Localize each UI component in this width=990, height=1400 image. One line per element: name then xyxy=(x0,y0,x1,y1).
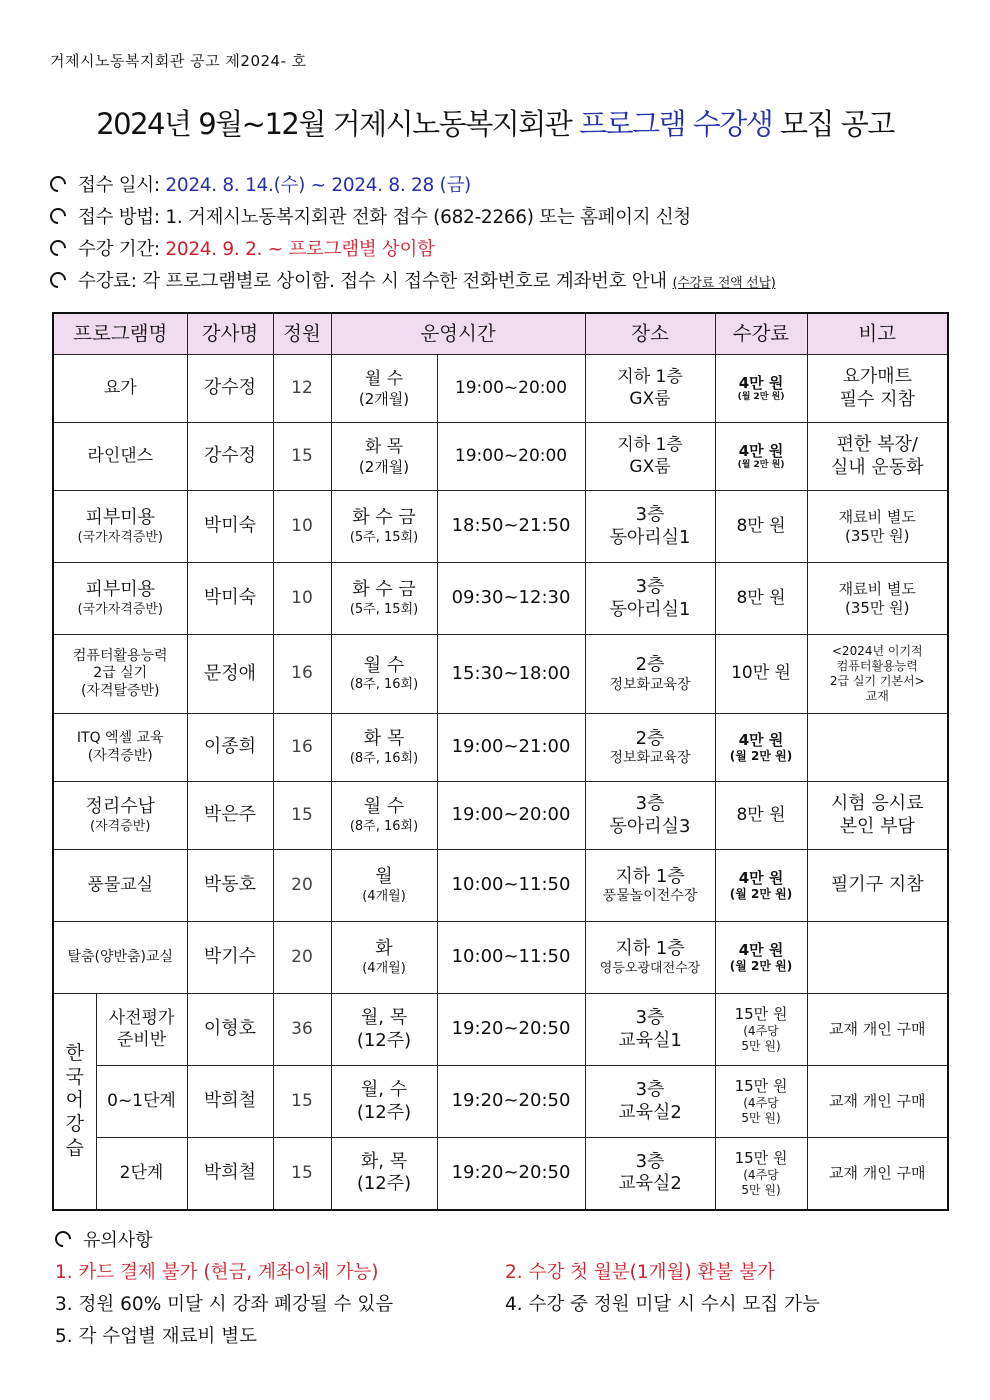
time: 19:00~20:00 xyxy=(437,782,585,850)
fee-cell xyxy=(715,355,807,423)
time: 10:00~11:50 xyxy=(437,850,585,922)
note-line: 실내 운동화 xyxy=(830,456,924,478)
note-line: 본인 부담 xyxy=(839,815,915,837)
note-line: 교재 개인 구매 xyxy=(807,1066,948,1138)
fee: 15만 원 xyxy=(734,1077,788,1096)
header-instructor: 강사명 xyxy=(187,313,273,355)
days: 월 수 xyxy=(364,368,404,389)
program-name: 피부미용 xyxy=(85,579,156,601)
note-cell xyxy=(807,491,948,563)
days: 월, 목 xyxy=(360,1007,408,1028)
fee: 8만 원 xyxy=(715,782,807,850)
fee-text: 수강료: 각 프로그램별로 상이함. 접수 시 접수한 전화번호로 계좌번호 안내 xyxy=(78,271,673,292)
days-cell xyxy=(331,1138,437,1210)
fee-sub: (월 2만 원) xyxy=(737,460,785,471)
header-note: 비고 xyxy=(807,313,948,355)
note-item: 4. 수강 중 정원 미달 시 수시 모집 가능 xyxy=(505,1294,820,1315)
instructor: 박미숙 xyxy=(187,491,273,563)
place-cell xyxy=(585,355,715,423)
instructor: 박미숙 xyxy=(187,563,273,635)
program-name-cell xyxy=(53,635,187,714)
days: 화 수 금 xyxy=(352,507,416,529)
program-name-sub: 준비반 xyxy=(116,1029,167,1050)
days-cell xyxy=(331,1066,437,1138)
note-line: 필수 지참 xyxy=(839,388,915,410)
fee-sub: 5만 원) xyxy=(741,1110,781,1125)
place-room: GX룸 xyxy=(629,388,671,409)
table-row xyxy=(53,782,948,850)
place-cell xyxy=(585,850,715,922)
days-cell xyxy=(331,922,437,994)
notice-number: 거제시노동복지회관 공고 제2024- 호 xyxy=(50,52,307,70)
fee: 4만 원 xyxy=(738,373,784,392)
note-cell xyxy=(807,782,948,850)
korean-char: 국 xyxy=(65,1065,84,1088)
time: 15:30~18:00 xyxy=(437,635,585,714)
place-floor: 지하 1층 xyxy=(617,435,683,456)
place-room: 교육실2 xyxy=(618,1173,682,1195)
program-name: 라인댄스 xyxy=(53,423,187,491)
time: 19:20~20:50 xyxy=(437,1138,585,1210)
days: 월 수 xyxy=(363,796,405,818)
place-room: 교육실1 xyxy=(618,1029,682,1051)
instructor: 이형호 xyxy=(187,994,273,1066)
note-cell xyxy=(807,635,948,714)
table-row xyxy=(53,563,948,635)
place-floor: 3층 xyxy=(635,504,665,525)
program-name-cell xyxy=(53,782,187,850)
place-cell xyxy=(585,922,715,994)
note-cell xyxy=(807,563,948,635)
instructor: 박희철 xyxy=(187,1138,273,1210)
place-room: 정보화교육장 xyxy=(609,750,691,766)
days: 화 xyxy=(375,938,393,960)
place-floor: 3층 xyxy=(635,576,665,597)
capacity: 15 xyxy=(273,1066,331,1138)
capacity: 15 xyxy=(273,782,331,850)
fee-sub: 5만 원) xyxy=(741,1182,781,1197)
bullet-icon xyxy=(47,205,70,228)
place-cell xyxy=(585,635,715,714)
days-cell xyxy=(331,782,437,850)
korean-char: 어 xyxy=(65,1089,84,1112)
fee: 15만 원 xyxy=(734,1005,788,1024)
note-line: 필기구 지참 xyxy=(807,850,948,922)
notes-heading xyxy=(55,1225,955,1257)
note-line: 2급 실기 기본서> xyxy=(829,674,925,688)
fee: 4만 원 xyxy=(738,441,784,460)
place-cell xyxy=(585,994,715,1066)
fee: 10만 원 xyxy=(715,635,807,714)
time: 19:00~20:00 xyxy=(437,423,585,491)
place-room: 동아리실1 xyxy=(609,526,691,548)
note-item: 1. 카드 결제 불가 (현금, 계좌이체 가능) xyxy=(55,1262,379,1283)
bullet-icon xyxy=(47,237,70,260)
days: 월 수 xyxy=(363,654,405,676)
fee-sub: (4주당 xyxy=(743,1095,779,1110)
program-name: 풍물교실 xyxy=(53,850,187,922)
days: 화 목 xyxy=(363,728,405,750)
note-row xyxy=(55,1257,955,1289)
table-row xyxy=(53,714,948,782)
place-room: 풍물놀이전수장 xyxy=(602,888,698,904)
program-name-sub: (자격증반) xyxy=(90,818,151,834)
reception-method-line xyxy=(50,202,950,234)
program-name-sub: (자격증반) xyxy=(87,747,153,764)
period: (12주) xyxy=(356,1173,412,1195)
program-name: 사전평가 xyxy=(108,1008,175,1029)
note-line: 편한 복장/ xyxy=(836,434,918,455)
fee: 8만 원 xyxy=(715,491,807,563)
period: (5주, 15회) xyxy=(349,601,419,617)
note-line: 요가매트 xyxy=(842,366,913,387)
korean-char: 한 xyxy=(65,1041,84,1064)
place-room: 영등오광대전수장 xyxy=(599,960,701,976)
program-name-sub: 2급 실기 xyxy=(93,665,148,682)
place-floor: 지하 1층 xyxy=(617,367,683,388)
instructor: 박희철 xyxy=(187,1066,273,1138)
note-line: <2024년 이기적 xyxy=(831,644,923,658)
period: (2개월) xyxy=(358,389,410,408)
table-row xyxy=(53,423,948,491)
fee: 15만 원 xyxy=(734,1148,788,1167)
program-name-sub: (국가자격증반) xyxy=(77,529,163,545)
note-line: 컴퓨터활용능력 xyxy=(836,659,918,673)
fee-sub: (4주당 xyxy=(743,1023,779,1038)
korean-group-label xyxy=(53,994,96,1210)
fee-cell xyxy=(715,922,807,994)
days-cell xyxy=(331,714,437,782)
note-row xyxy=(55,1321,955,1353)
place-cell xyxy=(585,563,715,635)
table-row xyxy=(53,635,948,714)
place-cell xyxy=(585,782,715,850)
place-cell xyxy=(585,423,715,491)
note-line: 교재 개인 구매 xyxy=(807,994,948,1066)
note-cell xyxy=(807,714,948,782)
place-cell xyxy=(585,491,715,563)
korean-char: 강 xyxy=(65,1113,84,1136)
bullet-icon xyxy=(47,173,70,196)
place-room: 동아리실3 xyxy=(609,815,691,837)
note-line: 교재 개인 구매 xyxy=(807,1138,948,1210)
header-time: 운영시간 xyxy=(331,313,585,355)
fee-sub: (월 2만 원) xyxy=(729,887,793,902)
capacity: 10 xyxy=(273,491,331,563)
period: (5주, 15회) xyxy=(349,529,419,545)
place-floor: 3층 xyxy=(635,1150,665,1172)
fee: 4만 원 xyxy=(738,940,784,959)
fee-cell xyxy=(715,1138,807,1210)
table-row xyxy=(53,491,948,563)
instructor: 박은주 xyxy=(187,782,273,850)
period: (12주) xyxy=(356,1101,412,1123)
header-program: 프로그램명 xyxy=(53,313,187,355)
fee: 8만 원 xyxy=(715,563,807,635)
time: 19:20~20:50 xyxy=(437,1066,585,1138)
instructor: 박동호 xyxy=(187,850,273,922)
fee-cell xyxy=(715,994,807,1066)
instructor: 이종희 xyxy=(187,714,273,782)
note-cell xyxy=(807,922,948,994)
reception-date-value: 2024. 8. 14.(수) ~ 2024. 8. 28 (금) xyxy=(165,175,471,196)
capacity: 20 xyxy=(273,922,331,994)
table-header-row xyxy=(53,313,948,355)
table-row xyxy=(53,1138,948,1210)
note-line: (35만 원) xyxy=(844,598,910,617)
reception-method: 접수 방법: 1. 거제시노동복지회관 전화 접수 (682-2266) 또는 홈페이지 신청 xyxy=(78,207,691,228)
note-line: 시험 응시료 xyxy=(830,793,924,814)
table-row xyxy=(53,1066,948,1138)
fee: 4만 원 xyxy=(738,730,784,749)
program-name: 정리수납 xyxy=(85,796,156,818)
bullet-icon xyxy=(47,269,70,292)
place-floor: 2층 xyxy=(635,654,665,675)
note-line: (35만 원) xyxy=(844,526,910,545)
note-item: 2. 수강 첫 월분(1개월) 환불 불가 xyxy=(505,1262,775,1283)
fee-sub: (월 2만 원) xyxy=(729,959,793,974)
fee-sub: (월 2만 원) xyxy=(737,392,785,403)
course-period-label: 수강 기간: xyxy=(78,239,166,260)
place-room: 정보화교육장 xyxy=(609,676,691,693)
days-cell xyxy=(331,491,437,563)
course-period-line xyxy=(50,234,950,266)
table-row xyxy=(53,850,948,922)
program-name-cell xyxy=(53,714,187,782)
program-name-sub: (자격탈증반) xyxy=(80,682,160,699)
program-name: 0~1단계 xyxy=(96,1066,187,1138)
note-cell xyxy=(807,423,948,491)
days: 화, 목 xyxy=(360,1150,408,1172)
time: 19:20~20:50 xyxy=(437,994,585,1066)
place-floor: 3층 xyxy=(635,1007,665,1028)
place-cell xyxy=(585,1138,715,1210)
fee-cell xyxy=(715,423,807,491)
time: 19:00~20:00 xyxy=(437,355,585,423)
program-name-cell xyxy=(53,491,187,563)
reception-date-line xyxy=(50,170,950,202)
instructor: 강수정 xyxy=(187,355,273,423)
capacity: 15 xyxy=(273,423,331,491)
program-name-sub: (국가자격증반) xyxy=(77,601,163,617)
header-fee: 수강료 xyxy=(715,313,807,355)
instructor: 문정애 xyxy=(187,635,273,714)
capacity: 12 xyxy=(273,355,331,423)
capacity: 20 xyxy=(273,850,331,922)
capacity: 16 xyxy=(273,714,331,782)
title-part2: 모집 공고 xyxy=(772,107,894,141)
program-name-cell xyxy=(53,563,187,635)
days: 월 xyxy=(375,866,393,888)
place-room: GX룸 xyxy=(629,456,671,477)
fee-sub: 5만 원) xyxy=(741,1038,781,1053)
notes-section xyxy=(55,1225,955,1353)
fee-line xyxy=(50,266,950,298)
capacity: 15 xyxy=(273,1138,331,1210)
period: (8주, 16회) xyxy=(349,818,419,834)
days-cell xyxy=(331,635,437,714)
days-cell xyxy=(331,563,437,635)
place-floor: 2층 xyxy=(635,727,665,749)
time: 18:50~21:50 xyxy=(437,491,585,563)
time: 19:00~21:00 xyxy=(437,714,585,782)
days: 화 수 금 xyxy=(352,579,416,601)
period: (2개월) xyxy=(358,457,410,476)
days: 월, 수 xyxy=(360,1079,408,1100)
bullet-icon xyxy=(52,1228,75,1251)
program-name: 피부미용 xyxy=(85,507,156,529)
table-row xyxy=(53,994,948,1066)
table-row xyxy=(53,355,948,423)
program-name: 2단계 xyxy=(96,1138,187,1210)
reception-date-label: 접수 일시: xyxy=(78,175,166,196)
place-cell xyxy=(585,714,715,782)
period: (4개월) xyxy=(362,960,406,976)
days-cell xyxy=(331,355,437,423)
period: (12주) xyxy=(356,1029,412,1051)
note-item: 5. 각 수업별 재료비 별도 xyxy=(55,1326,258,1347)
place-floor: 3층 xyxy=(635,1079,665,1100)
fee: 4만 원 xyxy=(738,868,784,887)
period: (4개월) xyxy=(362,888,406,904)
header-capacity: 정원 xyxy=(273,313,331,355)
table-row xyxy=(53,922,948,994)
title-highlight: 프로그램 수강생 xyxy=(578,107,773,141)
place-room: 동아리실1 xyxy=(609,598,691,620)
fee-cell xyxy=(715,714,807,782)
note-cell xyxy=(807,355,948,423)
note-line: 재료비 별도 xyxy=(838,579,916,598)
place-floor: 지하 1층 xyxy=(615,938,685,960)
fee-sub: (월 2만 원) xyxy=(729,749,793,764)
notes-heading-text: 유의사항 xyxy=(83,1230,153,1251)
program-name: 컴퓨터활용능력 xyxy=(72,647,168,664)
title-part1: 2024년 9월~12월 거제시노동복지회관 xyxy=(96,107,579,141)
fee-sub: (4주당 xyxy=(743,1167,779,1182)
note-item: 3. 정원 60% 미달 시 강좌 폐강될 수 있음 xyxy=(55,1294,394,1315)
instructor: 강수정 xyxy=(187,423,273,491)
place-floor: 지하 1층 xyxy=(615,865,685,887)
course-period-value: 2024. 9. 2. ~ 프로그램별 상이함 xyxy=(165,239,435,260)
capacity: 16 xyxy=(273,635,331,714)
time: 09:30~12:30 xyxy=(437,563,585,635)
place-floor: 3층 xyxy=(635,793,665,814)
program-name: 요가 xyxy=(53,355,187,423)
info-section xyxy=(50,170,950,298)
period: (8주, 16회) xyxy=(349,677,419,693)
days-cell xyxy=(331,850,437,922)
note-row xyxy=(55,1289,955,1321)
capacity: 10 xyxy=(273,563,331,635)
fee-cell xyxy=(715,850,807,922)
place-room: 교육실2 xyxy=(618,1101,682,1123)
program-name-cell xyxy=(96,994,187,1066)
note-line: 재료비 별도 xyxy=(838,507,916,526)
program-name: ITQ 엑셀 교육 xyxy=(76,730,164,746)
days: 화 목 xyxy=(364,436,404,457)
fee-note: (수강료 전액 선납) xyxy=(672,276,776,291)
program-table xyxy=(52,312,949,1211)
capacity: 36 xyxy=(273,994,331,1066)
header-place: 장소 xyxy=(585,313,715,355)
fee-cell xyxy=(715,1066,807,1138)
days-cell xyxy=(331,994,437,1066)
period: (8주, 16회) xyxy=(349,750,419,766)
program-name: 탈춤(양반춤)교실 xyxy=(53,922,187,994)
days-cell xyxy=(331,423,437,491)
instructor: 박기수 xyxy=(187,922,273,994)
place-cell xyxy=(585,1066,715,1138)
korean-char: 습 xyxy=(65,1136,84,1159)
page-title xyxy=(0,102,990,143)
time: 10:00~11:50 xyxy=(437,922,585,994)
note-line: 교재 xyxy=(865,689,889,703)
